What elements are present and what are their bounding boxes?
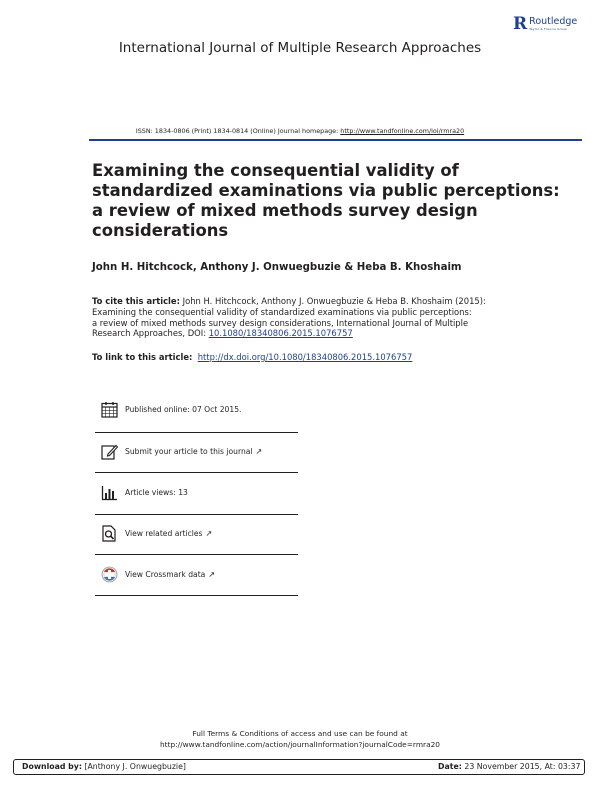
publisher-tagline: Taylor & Francis Group [529, 27, 568, 31]
issn-line [0, 127, 600, 135]
info-divider [95, 554, 298, 555]
downloaded-by-value: [Anthony J. Onwuegbuzie] [81, 762, 186, 771]
related-articles-link[interactable]: View related articles [125, 528, 203, 538]
article-views-row [100, 482, 188, 502]
terms-text: Full Terms & Conditions of access and use can be found at [192, 729, 408, 738]
external-link-icon: ↗ [205, 528, 213, 538]
submit-article-link[interactable]: Submit your article to this journal [125, 446, 253, 456]
external-link-icon: ↗ [208, 569, 216, 579]
downloaded-by [22, 762, 186, 771]
crossmark-row[interactable] [100, 564, 215, 584]
published-online-row [100, 399, 241, 419]
download-date [438, 762, 580, 771]
article-title-line: standardized examinations via public perceptions: [92, 181, 560, 200]
calendar-icon [100, 400, 118, 418]
article-title-line: a review of mixed methods survey design [92, 201, 478, 220]
downloaded-by-label: Download by: [22, 762, 82, 771]
doi-link[interactable]: 10.1080/18340806.2015.1076757 [208, 328, 353, 339]
issn-text: ISSN: 1834-0806 (Print) 1834-0814 (Online) Journal homepage: [135, 127, 341, 135]
external-link-icon: ↗ [255, 446, 263, 456]
crossmark-icon [100, 565, 118, 583]
crossmark-link[interactable]: View Crossmark data [125, 569, 206, 579]
terms-link[interactable]: http://www.tandfonline.com/action/journalInformation?journalCode=rmra20 [159, 740, 441, 749]
journal-title: International Journal of Multiple Research Approaches [118, 40, 482, 56]
publisher-logo [513, 16, 577, 33]
submit-article-row[interactable] [100, 441, 262, 461]
related-articles-row[interactable] [100, 523, 212, 543]
edit-note-icon [100, 442, 118, 460]
article-url-link[interactable]: http://dx.doi.org/10.1080/18340806.2015.1076757 [197, 352, 413, 362]
citation-line: Examining the consequential validity of standardized examinations via public perceptions: [92, 306, 472, 317]
header-divider [89, 139, 582, 141]
info-divider [95, 432, 298, 433]
article-title-line: Examining the consequential validity of [92, 161, 459, 180]
info-divider [95, 514, 298, 515]
routledge-logo-icon: R [513, 14, 528, 34]
article-authors: John H. Hitchcock, Anthony J. Onwuegbuzie & Heba B. Khoshaim [92, 262, 462, 273]
citation-line: a review of mixed methods survey design considerations, International Journal of Multiple [92, 317, 469, 328]
published-online-text: Published online: 07 Oct 2015. [125, 404, 242, 414]
terms-block [0, 728, 600, 750]
citation-label: To cite this article: [92, 296, 180, 306]
article-title [92, 161, 562, 241]
citation-line: John H. Hitchcock, Anthony J. Onwuegbuzie & Heba B. Khoshaim (2015): [179, 296, 486, 306]
citation-block [92, 296, 522, 339]
link-label: To link to this article: [92, 352, 193, 362]
info-divider [95, 472, 298, 473]
download-date-value: 23 November 2015, At: 03:37 [461, 762, 581, 771]
document-search-icon [100, 524, 118, 542]
download-date-label: Date: [438, 762, 462, 771]
citation-line: Research Approaches, DOI: [92, 328, 209, 339]
publisher-name: Routledge [529, 16, 578, 27]
info-divider [95, 595, 298, 596]
bar-chart-icon [100, 483, 118, 501]
article-views-text: Article views: 13 [125, 487, 188, 497]
journal-homepage-link[interactable]: http://www.tandfonline.com/loi/rmra20 [340, 127, 465, 135]
link-to-article [92, 352, 412, 362]
article-title-line: considerations [92, 221, 229, 240]
